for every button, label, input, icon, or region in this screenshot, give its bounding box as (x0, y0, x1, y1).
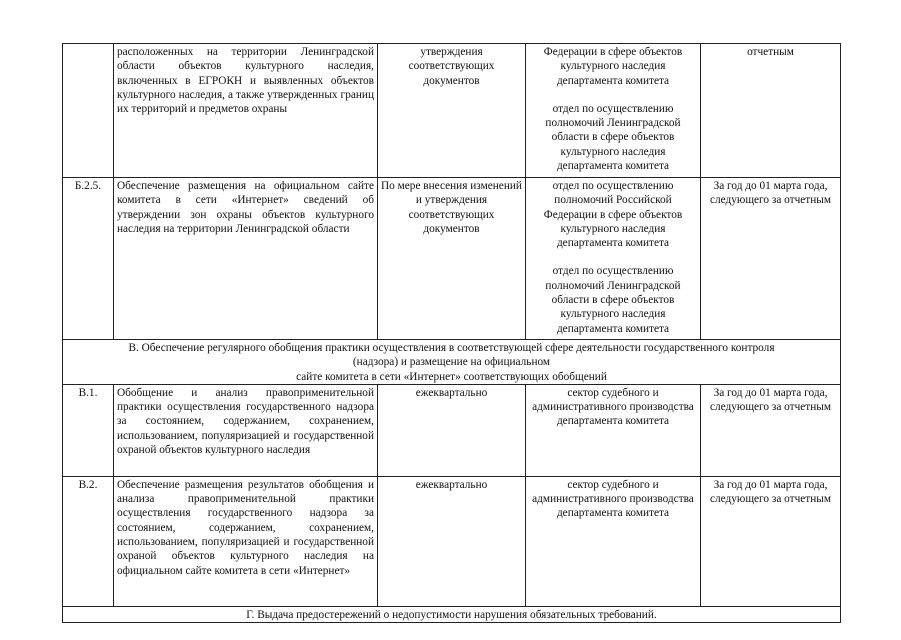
item-number: В.1. (63, 384, 114, 476)
executor-text: отдел по осуществлению полномочий Ленинградской области в сфере объектов культурного наследия департамента комитета (545, 265, 681, 335)
item-reporting: За год до 01 марта года, следующего за отчетным (701, 384, 841, 476)
item-reporting: За год до 01 марта года, следующего за отчетным (701, 178, 841, 340)
section-heading-line: сайте комитета в сети «Интернет» соответствующих обобщений (296, 370, 607, 383)
item-number: В.2. (63, 476, 114, 606)
section-row (63, 606, 841, 622)
plan-table (62, 43, 841, 623)
table-row (63, 44, 841, 178)
item-executor: сектор судебного и административного производства департамента комитета (526, 384, 701, 476)
executor-text: отдел по осуществлению полномочий Ленинградской области в сфере объектов культурного наследия департамента комитета (545, 102, 681, 173)
item-term: По мере внесения изменений и утверждения соответствующих документов (378, 178, 526, 340)
document-page (62, 43, 840, 623)
table-row (63, 178, 841, 340)
executor-text: отдел по осуществлению полномочий Российской Федерации в сфере объектов культурного наследия департамента комитета (543, 180, 683, 250)
table-row (63, 476, 841, 606)
item-executor (526, 178, 701, 340)
item-reporting: За год до 01 марта года, следующего за отчетным (701, 476, 841, 606)
item-description: Обобщение и анализ правоприменительной практики осуществления государственного надзора за состоянием, содержанием, сохранением, использованием, популяризацией и государственной охраной объектов культурного наследия (114, 384, 378, 476)
item-executor (526, 44, 701, 178)
item-term: ежеквартально (378, 476, 526, 606)
item-term: ежеквартально (378, 384, 526, 476)
section-heading-line: (надзора) и размещение на официальном (352, 356, 551, 369)
item-description: Обеспечение размещения на официальном сайте комитета в сети «Интернет» сведений об утверждении зон охраны объектов культурного наследия на территории Ленинградской области (114, 178, 378, 340)
table-row (63, 384, 841, 476)
item-number: Б.2.5. (63, 178, 114, 340)
item-number (63, 44, 114, 178)
item-executor: сектор судебного и административного производства департамента комитета (526, 476, 701, 606)
section-heading-v (63, 340, 841, 385)
section-heading-line: В. Обеспечение регулярного обобщения практики осуществления в соответствующей сфере деятельности государственного контроля (128, 342, 775, 354)
executor-text: Федерации в сфере объектов культурного наследия департамента комитета (543, 46, 683, 87)
item-term: утверждения соответствующих документов (378, 44, 526, 178)
item-description: Обеспечение размещения результатов обобщения и анализа правоприменительной практики осуществления государственного надзора за состоянием, содержанием, сохранением, использованием, популяризацией и государственной охраной объектов культурного наследия на официальном сайте комитета в сети «Интернет» (114, 476, 378, 606)
section-heading-g: Г. Выдача предостережений о недопустимости нарушения обязательных требований. (63, 606, 841, 622)
item-reporting: отчетным (701, 44, 841, 178)
item-description: расположенных на территории Ленинградской области объектов культурного наследия, включенных в ЕГРОКН и выявленных объектов культурного наследия, а также утвержденных границ их территорий и предметов охраны (114, 44, 378, 178)
section-row (63, 340, 841, 385)
